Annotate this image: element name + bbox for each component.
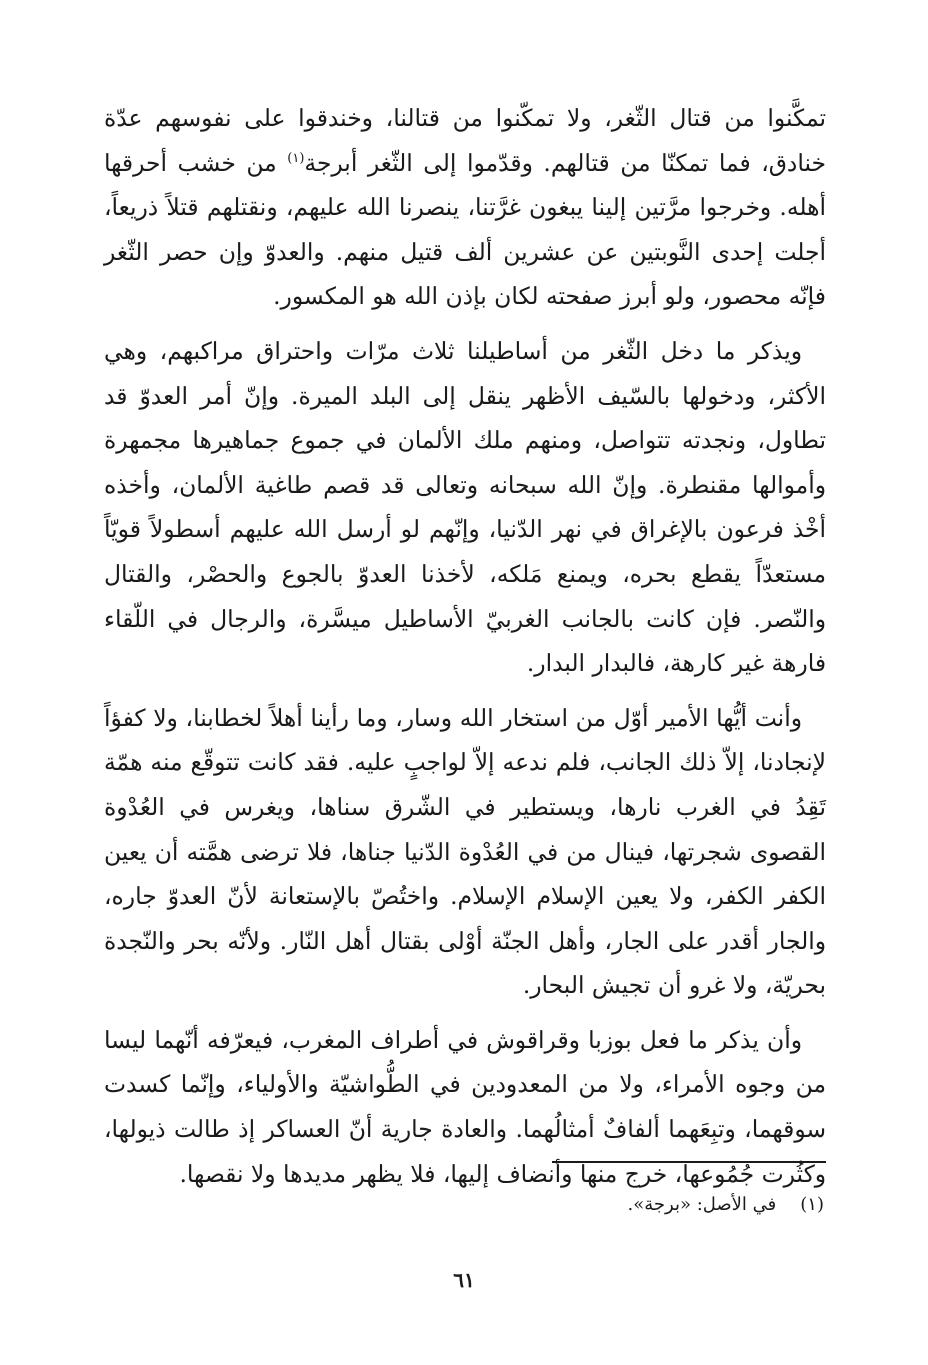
paragraph-1: [104, 96, 826, 319]
paragraph-1-after-ref: من خشب أحرقها أهله. وخرجوا مرَّتين إلينا يبغون غرَّتنا، ينصرنا الله عليهم، ونقتلهم قتلاً ذريعاً، أجلت إحدى النَّوبتين عن عشرين ألف قتيل منهم. والعدوّ وإن حصر الثّغر فإنّه محصور، ولو أبرز صفحته لكان بإذن الله هو المكسور.: [104, 148, 826, 311]
footnote: [224, 1190, 824, 1220]
footnote-divider: [552, 1161, 826, 1163]
paragraph-2: ويذكر ما دخل الثّغر من أساطيلنا ثلاث مرّات واحتراق مراكبهم، وهي الأكثر، ودخولها بالسّيف الأظهر ينقل إلى البلد الميرة. وإنّ أمر العدوّ قد تطاول، ونجدته تتواصل، ومنهم ملك الألمان في جموع جماهيرها مجمهرة وأموالها مقنطرة. وإنّ الله سبحانه وتعالى قد قصم طاغية الألمان، وأخذه أخْذ فرعون بالإغراق في نهر الدّنيا، وإنّهم لو أرسل الله عليهم أسطولاً قويّاً مستعدّاً يقطع بحره، ويمنع مَلكه، لأخذنا العدوّ بالجوع والحصْر، والقتال والنّصر. فإن كانت بالجانب الغربيّ الأساطيل ميسَّرة، والرجال في اللّقاء فارهة غير كارهة، فالبدار البدار.: [104, 336, 826, 678]
paragraph-3: وأنت أيُّها الأمير أوّل من استخار الله وسار، وما رأينا أهلاً لخطابنا، ولا كفؤاً لإنجادنا، إلاّ ذلك الجانب، فلم ندعه إلاّ لواجبٍ عليه. فقد كانت تتوقّع منه همّة تَقِدُ في الغرب نارها، ويستطير في الشّرق سناها، ويغرس في العُدْوة القصوى شجرتها، فينال من في العُدْوة الدّنيا جناها، فلا ترضى همَّته أن يعين الكفر الكفر، ولا يعين الإسلام الإسلام. واختُصّ بالإستعانة لأنّ العدوّ جاره، والجار أقدر على الجار، وأهل الجنّة أوْلى بقتال أهل النّار. ولأنّه بحر والنّجدة بحريّة، ولا غرو أن تجيش البحار.: [104, 703, 826, 1000]
footnote-text: في الأصل: «برجة».: [627, 1194, 777, 1215]
page-number: ٦١: [453, 1268, 475, 1292]
paragraph-1-before-ref: تمكَّنوا من قتال الثّغر، ولا تمكّنوا من قتالنا، وخندقوا على نفوسهم عدّة خنادق، فما تمكنّا من قتالهم. وقدّموا إلى الثّغر أبرجة: [104, 104, 826, 177]
footnote-number: (١): [800, 1194, 824, 1215]
main-text: [104, 96, 826, 1206]
paragraph-4: وأن يذكر ما فعل بوزبا وقراقوش في أطراف المغرب، فيعرّفه أنّهما ليسا من وجوه الأمراء، ولا من المعدودين في الطُّواشيّة والأولياء، وإنّما كسدت سوقهما، وتبِعَهما ألفافٌ أمثالُهما. والعادة جارية أنّ العساكر إذ طالت ذيولها، وكثُرت جُمُوعها، خرج منها وأنضاف إليها، فلا يظهر مديدها ولا نقصها.: [104, 1025, 826, 1188]
footnote-reference: (١): [287, 150, 305, 166]
